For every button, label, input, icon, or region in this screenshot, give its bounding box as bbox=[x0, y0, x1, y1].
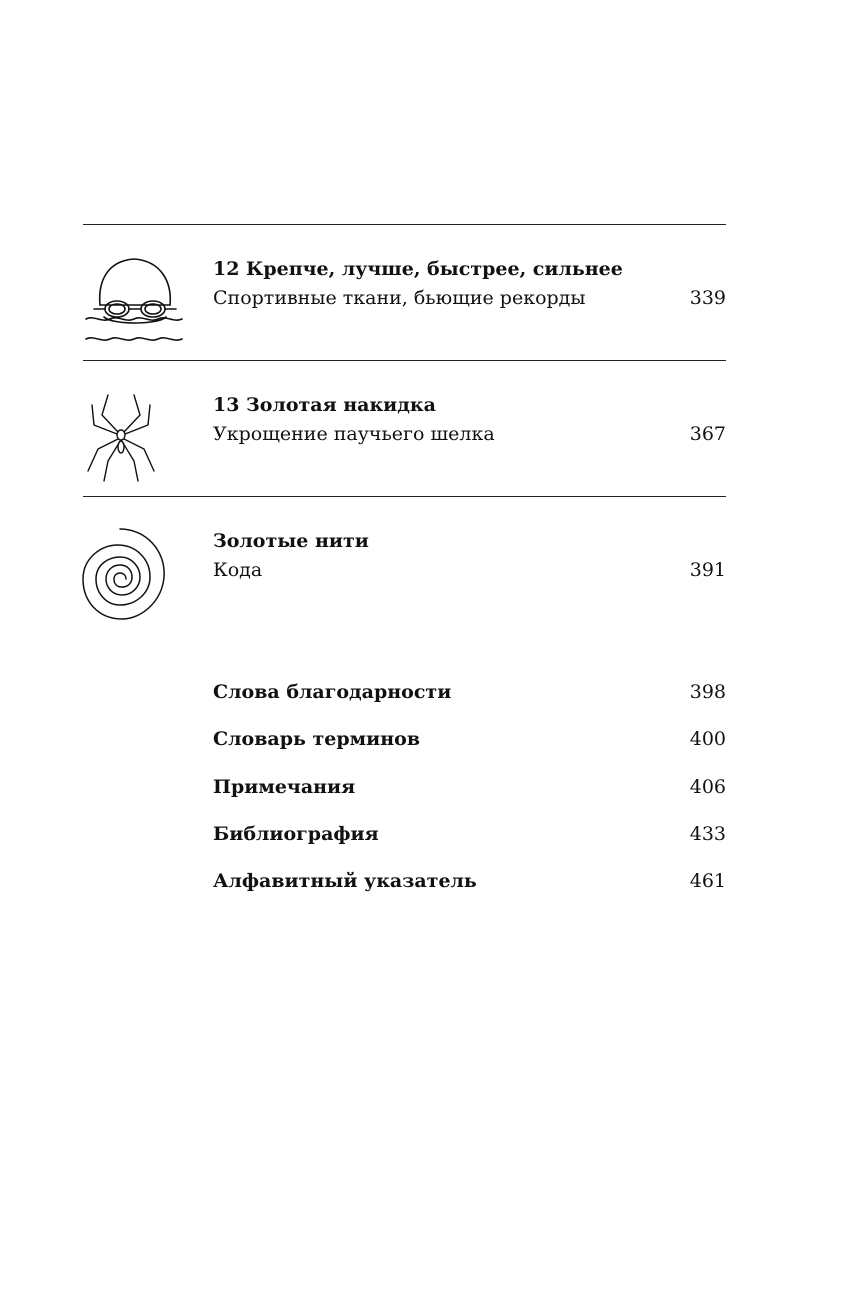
toc-entry-bibliography[interactable] bbox=[213, 822, 726, 869]
entry-label: Алфавитный указатель bbox=[213, 870, 477, 893]
toc-entry-index[interactable] bbox=[213, 869, 726, 916]
entry-label: Словарь терминов bbox=[213, 728, 421, 751]
spiral-icon bbox=[80, 519, 190, 619]
page-number: 339 bbox=[689, 287, 726, 309]
toc-entry-acknowledgements[interactable] bbox=[213, 680, 726, 727]
page-number: 391 bbox=[689, 559, 726, 581]
chapter-subtitle: Укрощение паучьего шелка bbox=[213, 423, 495, 445]
toc-chapter-12[interactable] bbox=[0, 235, 845, 365]
page-number: 400 bbox=[689, 728, 726, 751]
spider-icon bbox=[80, 383, 190, 483]
page-number: 461 bbox=[689, 870, 726, 893]
page-number: 406 bbox=[689, 775, 726, 798]
entry-label: Примечания bbox=[213, 775, 356, 798]
chapter-title: Золотые нити bbox=[213, 530, 369, 552]
swimmer-icon bbox=[80, 247, 190, 347]
entry-label: Библиография bbox=[213, 822, 379, 845]
chapter-title: 13 Золотая накидка bbox=[213, 394, 436, 416]
chapter-title: 12 Крепче, лучше, быстрее, сильнее bbox=[213, 258, 623, 280]
chapter-subtitle: Спортивные ткани, бьющие рекорды bbox=[213, 287, 586, 309]
toc-entry-notes[interactable] bbox=[213, 775, 726, 822]
divider-rule-1 bbox=[83, 224, 726, 225]
page-number: 367 bbox=[689, 423, 726, 445]
toc-coda[interactable] bbox=[0, 507, 845, 637]
page-number: 398 bbox=[689, 681, 726, 703]
toc-chapter-13[interactable] bbox=[0, 371, 845, 501]
entry-label: Слова благодарности bbox=[213, 681, 452, 703]
page-number: 433 bbox=[689, 822, 726, 845]
toc-entry-glossary[interactable] bbox=[213, 727, 726, 774]
chapter-subtitle: Кода bbox=[213, 559, 263, 581]
toc-backmatter bbox=[213, 680, 726, 916]
